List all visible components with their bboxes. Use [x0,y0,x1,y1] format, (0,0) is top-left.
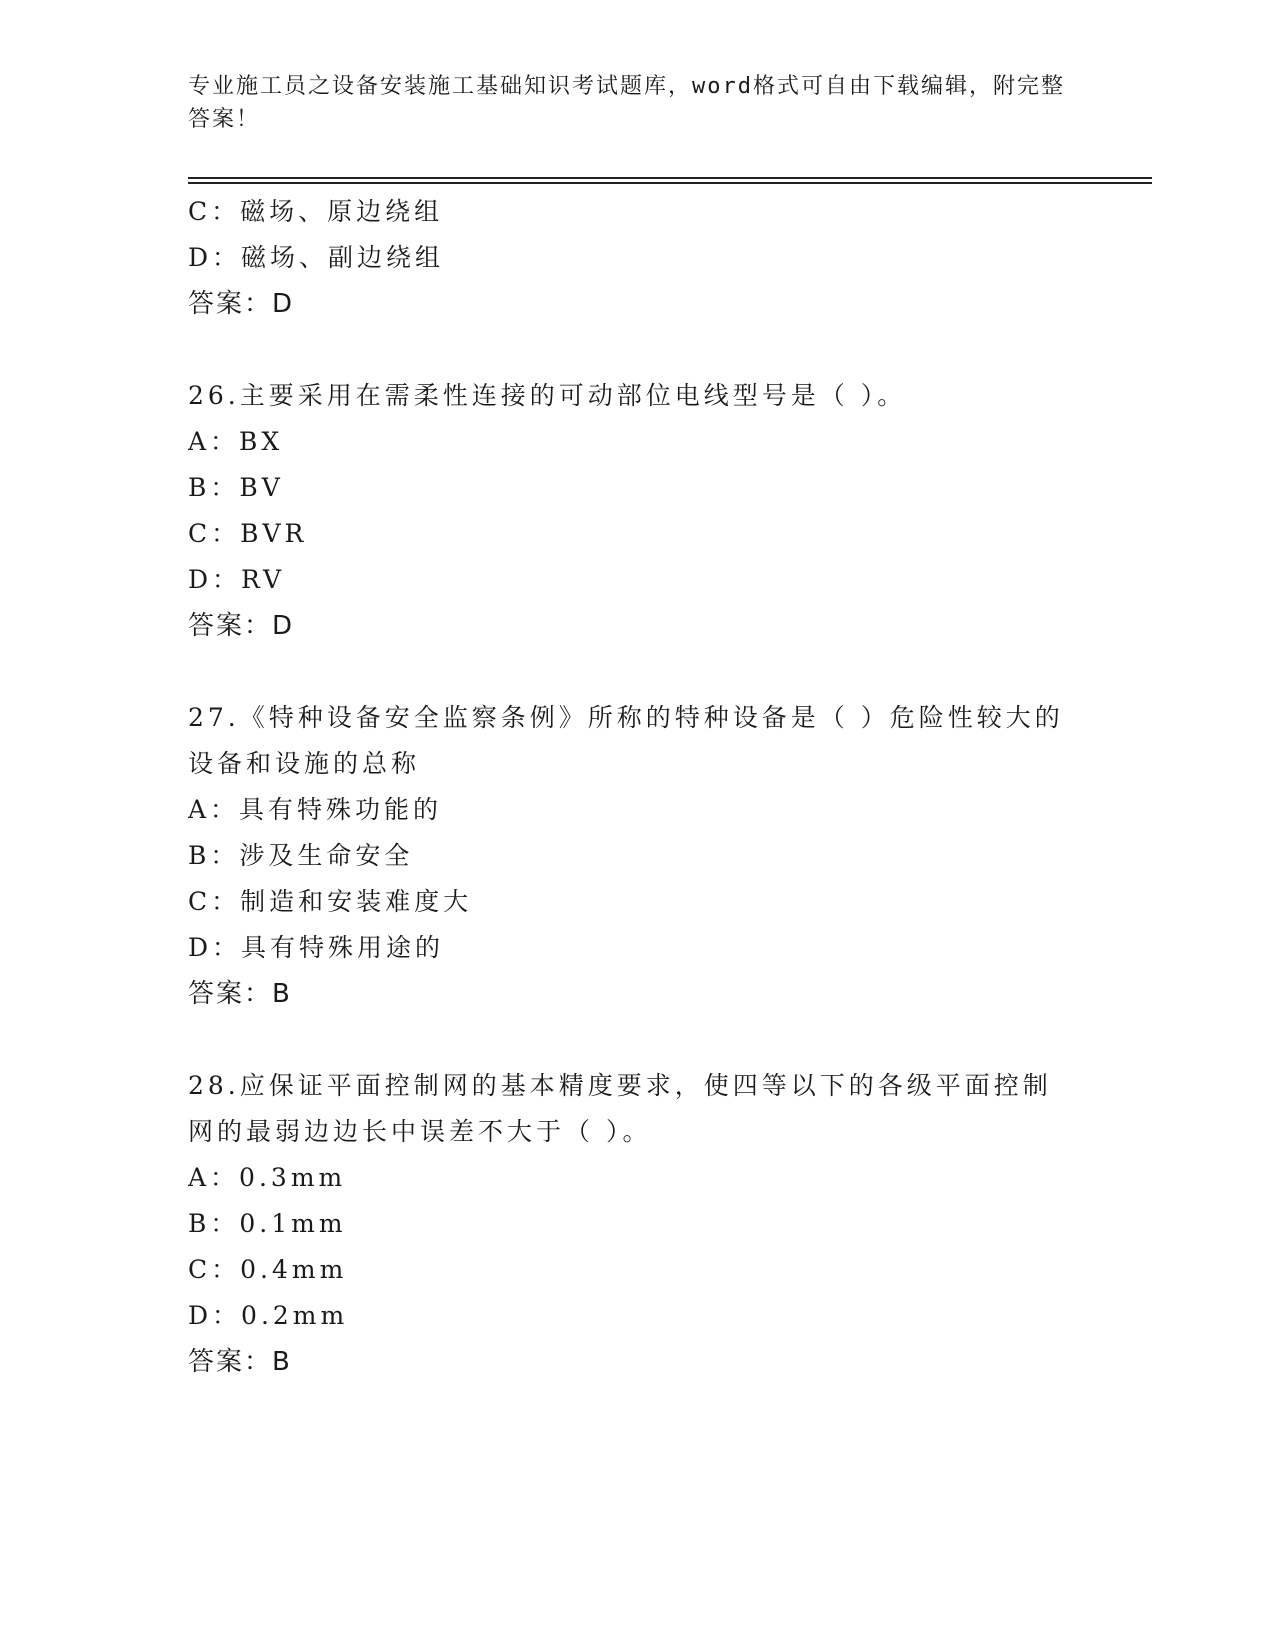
question-stem: 27.《特种设备安全监察条例》所称的特种设备是（ ）危险性较大的设备和设施的总称 [188,703,1064,778]
option-d: D：0.2mm [188,1301,349,1330]
header-divider-top [188,177,1152,179]
question-27 [188,695,1088,1017]
spacer [188,1017,1088,1063]
option-a: A：BX [188,427,284,456]
question-list [188,189,1088,1385]
answer-text: 答案：D [188,289,295,319]
header-divider-bottom [188,182,1152,184]
option-b: B：0.1mm [188,1209,347,1238]
option-d: D：RV [188,565,286,594]
previous-question-tail [188,189,1088,327]
question-stem: 28.应保证平面控制网的基本精度要求，使四等以下的各级平面控制网的最弱边边长中误差不大于（ ）。 [188,1071,1052,1146]
question-28 [188,1063,1088,1385]
option-a: A：0.3mm [188,1163,347,1192]
option-a: A：具有特殊功能的 [188,795,443,824]
answer-text: 答案：D [188,611,295,641]
answer-text: 答案：B [188,979,292,1009]
option-d: D：具有特殊用途的 [188,933,445,962]
option-c: C：0.4mm [188,1255,348,1284]
option-c: C：制造和安装难度大 [188,887,473,916]
option-d: D：磁场、副边绕组 [188,243,445,272]
document-header: 专业施工员之设备安装施工基础知识考试题库，word格式可自由下载编辑，附完整答案！ [188,74,1065,132]
option-b: B：BV [188,473,284,502]
answer-text: 答案：B [188,1347,292,1377]
option-c: C：BVR [188,519,308,548]
option-b: B：涉及生命安全 [188,841,414,870]
question-26 [188,373,1088,649]
spacer [188,327,1088,373]
option-c: C：磁场、原边绕组 [188,197,444,226]
question-stem: 26.主要采用在需柔性连接的可动部位电线型号是（ ）。 [188,381,907,410]
spacer [188,649,1088,695]
